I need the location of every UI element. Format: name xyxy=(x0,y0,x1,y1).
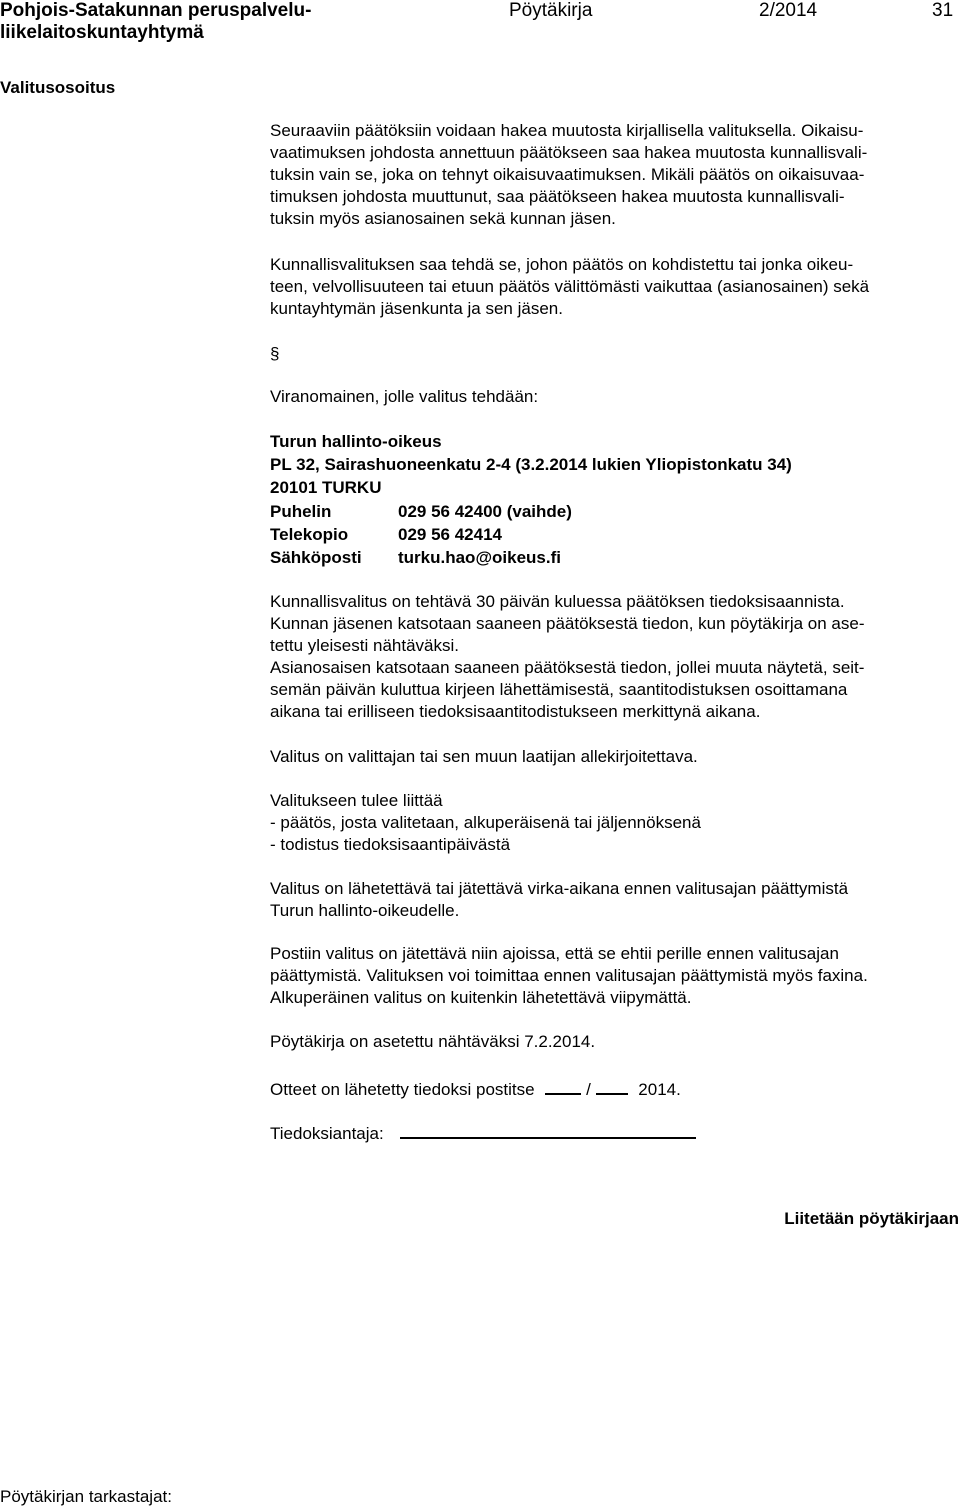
page-number: 31 xyxy=(932,0,954,21)
day-blank xyxy=(545,1075,581,1095)
fax-value: 029 56 42414 xyxy=(398,524,502,544)
notifier: Tiedoksiantaja: xyxy=(270,1119,696,1145)
notifier-signature-line xyxy=(400,1119,696,1139)
court-street: PL 32, Sairashuoneenkatu 2-4 (3.2.2014 lukien Yliopistonkatu 34) xyxy=(270,455,792,474)
organization-name: Pohjois-Satakunnan peruspalvelu- liikelaitoskuntayhtymä xyxy=(0,0,312,43)
attach-note: Liitetään pöytäkirjaan xyxy=(784,1209,959,1228)
month-blank xyxy=(596,1075,628,1095)
document-type: Pöytäkirja xyxy=(509,0,593,21)
postal-submission-paragraph: Postiin valitus on jätettävä niin ajoissa, että se ehtii perille ennen valitusajan päättymistä. Valituksen voi toimittaa ennen valitusajan päättymistä myös faxina. Alkuperäinen valitus on kuitenkin lähetettävä viipymättä. xyxy=(270,944,868,1007)
document-number: 2/2014 xyxy=(759,0,818,21)
appeal-eligibility-paragraph: Kunnallisvalituksen saa tehdä se, johon päätös on kohdistettu tai jonka oikeu- teen, velvollisuuteen tai etuun päätös välittömästi vaikuttaa (asianosainen) sekä kuntayhtymän jäsenkunta ja sen jäsen. xyxy=(270,255,870,318)
appeal-intro-paragraph: Seuraaviin päätöksiin voidaan hakea muutosta kirjallisella valituksella. Oikaisu- vaatimuksen johdosta annettuun päätökseen saa hakea muutosta kunnallisvali- tuksin vain se, joka on tehnyt oikaisuvaatimuksen. Mikäli päätös on oikaisuvaa- timuksen johdosta muuttunut, saa päätökseen hakea muutosta kunnallisvali- tuksin myös asianosainen sekä kunnan jäsen. xyxy=(270,121,868,228)
section-mark: § xyxy=(270,344,280,363)
court-name: Turun hallinto-oikeus xyxy=(270,432,442,451)
phone-value: 029 56 42400 (vaihde) xyxy=(398,501,572,521)
court-address xyxy=(270,431,792,569)
contact-row: Puhelin 029 56 42400 (vaihde) xyxy=(270,500,572,523)
sent-notice: Otteet on lähetetty tiedoksi postitse / 2014. xyxy=(270,1075,681,1101)
footer-reviewers-label: Pöytäkirjan tarkastajat: xyxy=(0,1487,172,1506)
email-value: turku.hao@oikeus.fi xyxy=(398,547,561,567)
section-title: Valitusosoitus xyxy=(0,78,116,97)
court-postal: 20101 TURKU xyxy=(270,478,382,497)
appeal-deadline-paragraph: Kunnallisvalitus on tehtävä 30 päivän kuluessa päätöksen tiedoksisaannista. Kunnan jäsenen katsotaan saaneen päätöksestä tiedon, kun pöytäkirja on ase- tettu yleisesti nähtäväksi. Asianosaisen katsotaan saaneen päätöksestä tiedon, jollei muuta näytetä, seit- semän päivän kuluttua kirjeen lähettämisestä, saantitodistuksen osoittamana aikana tai erilliseen tiedoksisaantitodistukseen merkittynä aikana. xyxy=(270,592,865,721)
court-contacts xyxy=(270,500,572,569)
attachments-paragraph: Valitukseen tulee liittää - päätös, josta valitetaan, alkuperäisenä tai jäljennöksenä - todistus tiedoksisaantipäivästä xyxy=(270,791,701,854)
contact-row: Sähköposti turku.hao@oikeus.fi xyxy=(270,546,572,569)
display-date-note: Pöytäkirja on asetettu nähtäväksi 7.2.2014. xyxy=(270,1032,596,1051)
signature-requirement: Valitus on valittajan tai sen muun laatijan allekirjoitettava. xyxy=(270,747,698,766)
submission-paragraph: Valitus on lähetettävä tai jätettävä virka-aikana ennen valitusajan päättymistä Turun hallinto-oikeudelle. xyxy=(270,879,849,920)
contact-row: Telekopio 029 56 42414 xyxy=(270,523,572,546)
authority-label: Viranomainen, jolle valitus tehdään: xyxy=(270,387,539,406)
